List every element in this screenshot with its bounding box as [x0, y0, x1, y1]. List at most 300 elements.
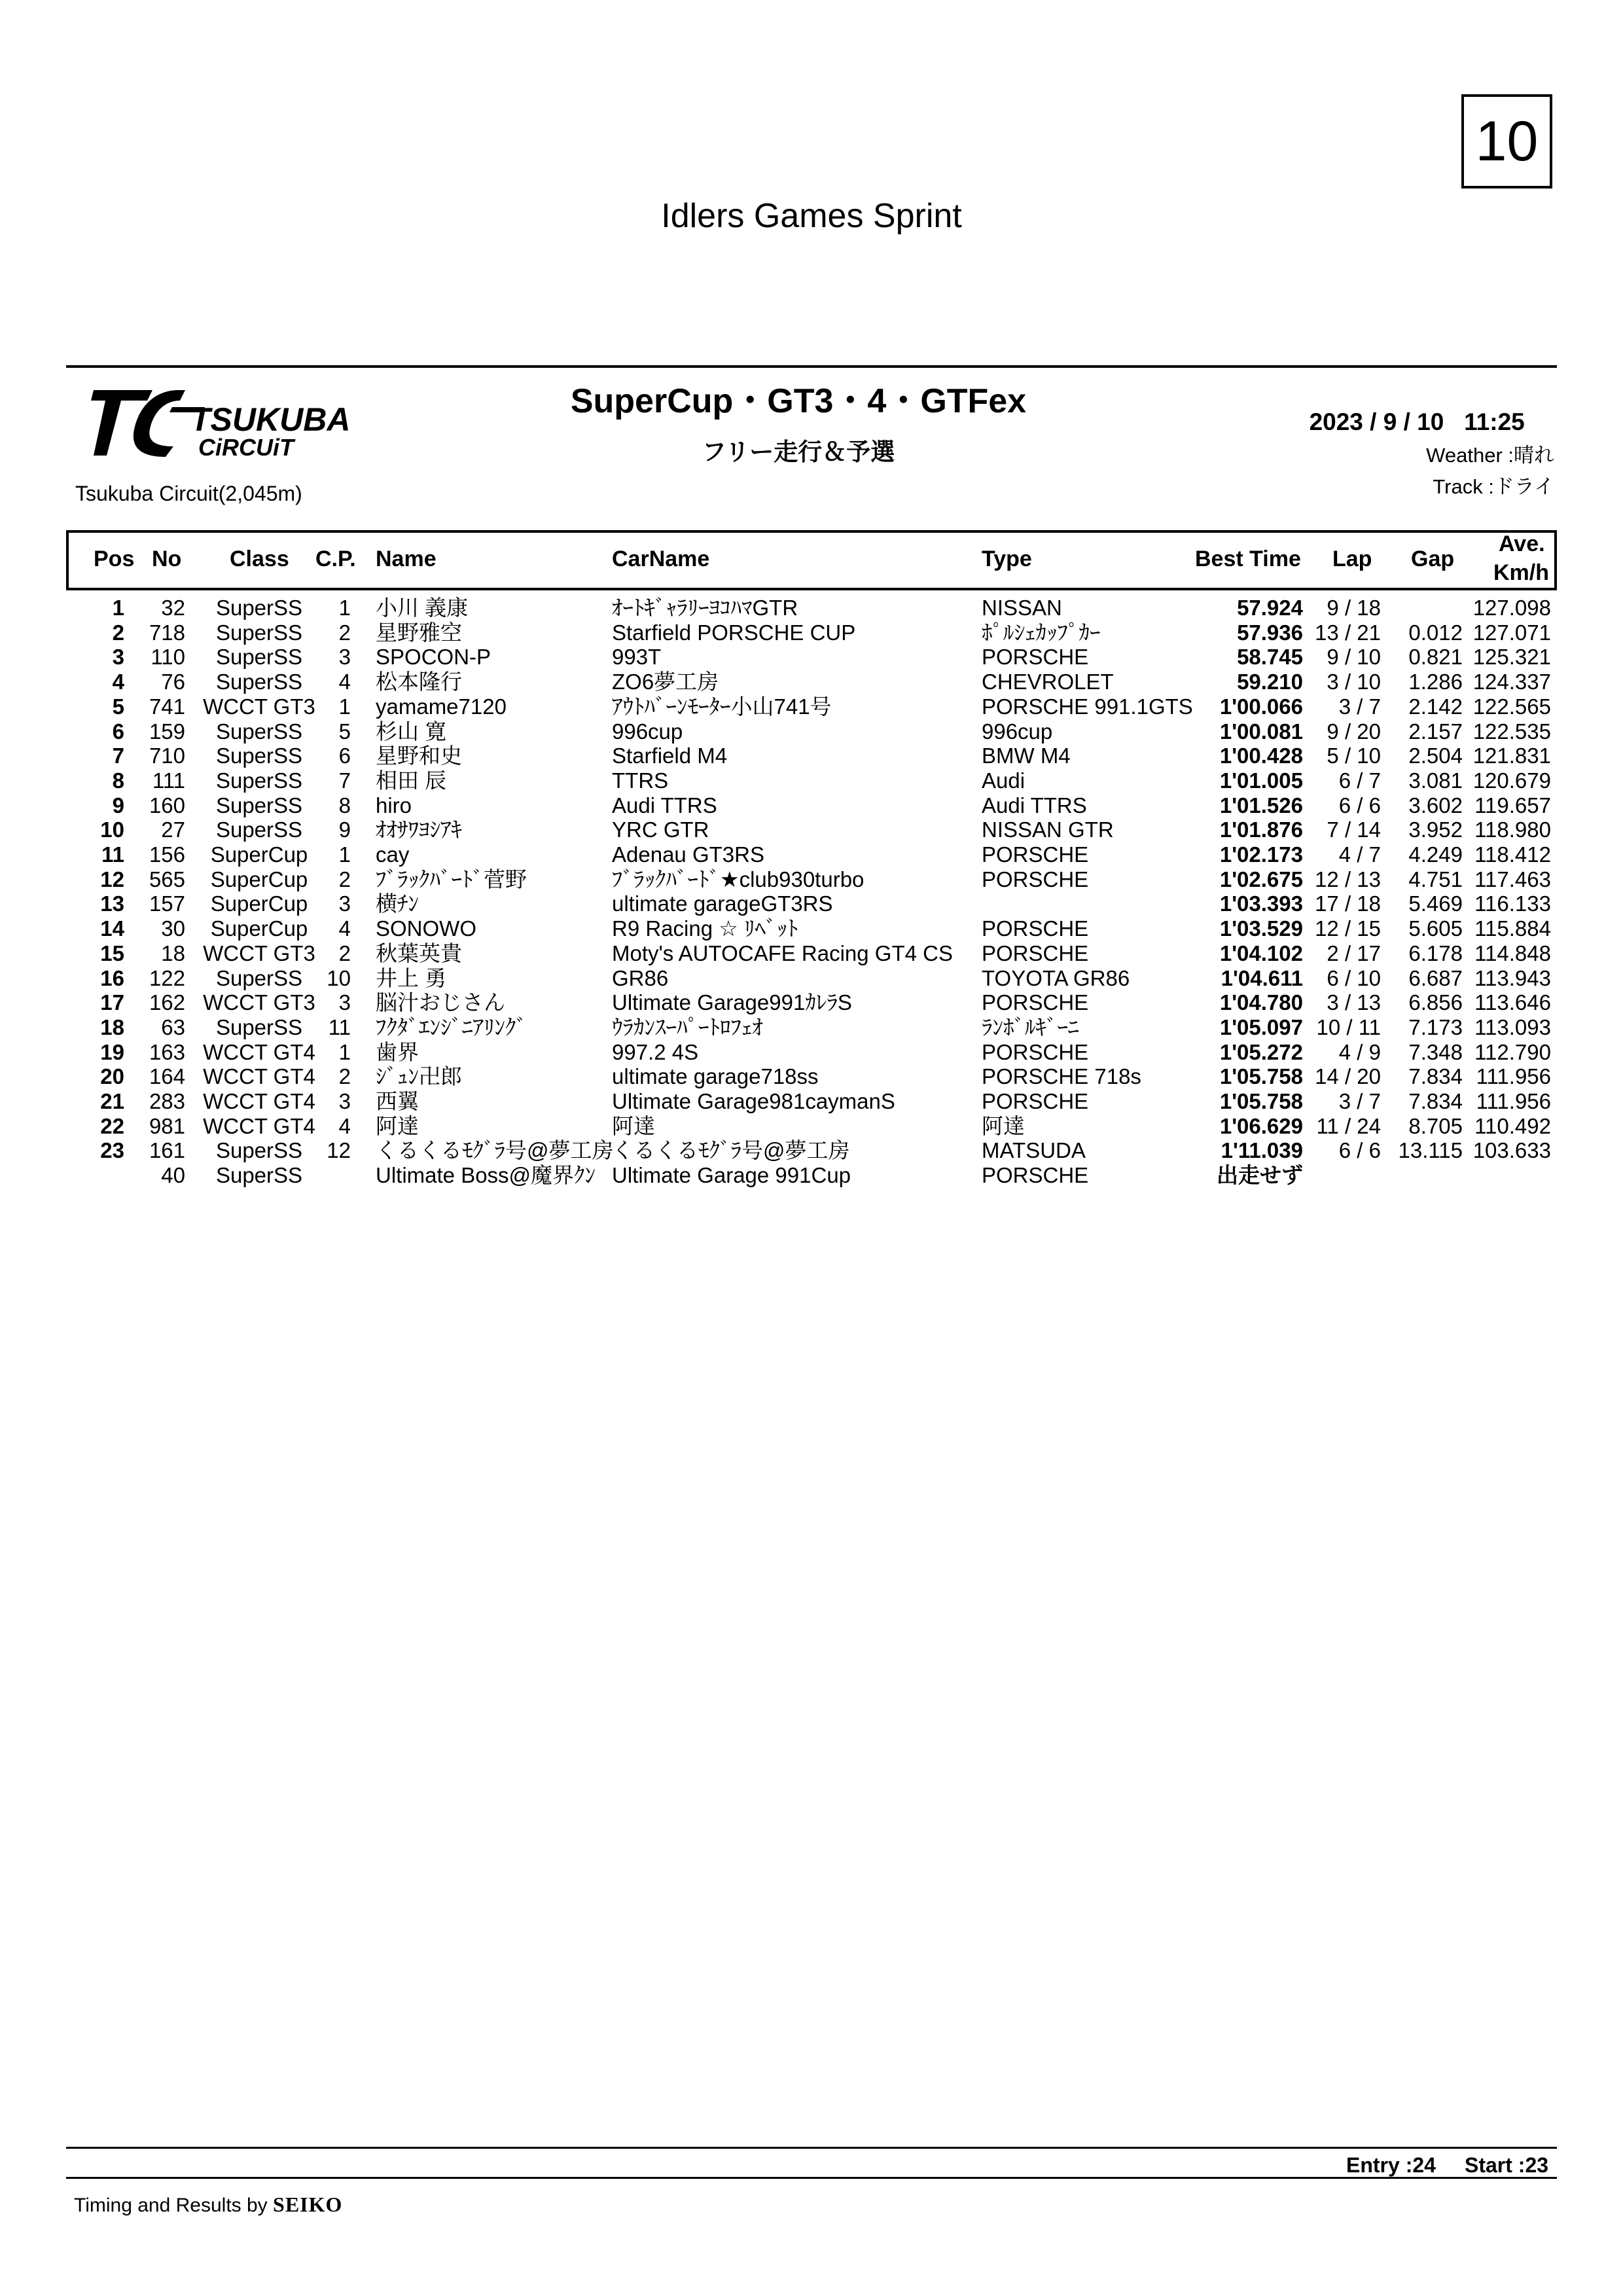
cell-cp: 2 [338, 867, 351, 891]
cell-best-time: 1'03.529 [1219, 916, 1303, 941]
table-row [0, 842, 1623, 867]
cell-lap: 17 / 18 [1315, 891, 1381, 916]
cell-cp: 11 [328, 1014, 351, 1039]
cell-type: PORSCHE [982, 1089, 1089, 1113]
cell-no: 283 [149, 1089, 185, 1113]
cell-cp: 3 [338, 645, 351, 670]
cell-car-name: Moty's AUTOCAFE Racing GT4 CS [612, 941, 953, 965]
cell-car-name: ｱｳﾄﾊﾞｰﾝﾓｰﾀｰ小山741号 [612, 694, 832, 719]
cell-car-name: 996cup [612, 719, 683, 744]
cell-car-name: ZO6夢工房 [612, 670, 719, 694]
cell-gap: 7.173 [1408, 1014, 1463, 1039]
table-row [0, 891, 1623, 916]
cell-gap: 8.705 [1408, 1113, 1463, 1138]
cell-best-time: 1'02.173 [1219, 842, 1303, 867]
entry-count: Entry :24 [1346, 2153, 1436, 2177]
cell-gap: 0.821 [1408, 645, 1463, 670]
cell-pos: 2 [112, 620, 124, 645]
cell-no: 159 [149, 719, 185, 744]
cell-cp: 2 [338, 620, 351, 645]
cell-cp: 9 [338, 817, 351, 842]
cell-ave-speed: 127.098 [1472, 596, 1551, 620]
cell-cp: 8 [338, 793, 351, 817]
cell-no: 30 [161, 916, 185, 941]
header-kmh: Km/h [1493, 560, 1549, 585]
cell-class: SuperSS [215, 768, 303, 793]
track-condition: Track :ドライ [1433, 475, 1554, 498]
table-row [0, 670, 1623, 694]
cell-class: SuperSS [215, 793, 303, 817]
cell-type: CHEVROLET [982, 670, 1114, 694]
footer-rule-bottom [66, 2177, 1557, 2179]
cell-gap: 4.751 [1408, 867, 1463, 891]
cell-class: SuperSS [215, 719, 303, 744]
header-best-time: Best Time [1195, 547, 1301, 571]
cell-class: SuperSS [215, 1163, 303, 1188]
cell-no: 164 [149, 1064, 185, 1089]
table-row [0, 1089, 1623, 1113]
cell-type: PORSCHE [982, 990, 1089, 1015]
cell-lap: 9 / 10 [1327, 645, 1381, 670]
cell-type: ﾎﾟﾙｼｪｶｯﾌﾟｶｰ [982, 620, 1101, 645]
cell-no: 40 [161, 1163, 185, 1188]
logo-text-circuit: CiRCUiT [198, 434, 294, 461]
cell-pos: 18 [100, 1014, 124, 1039]
header-class: Class [230, 547, 289, 571]
cell-ave-speed: 122.565 [1472, 694, 1551, 719]
cell-lap: 12 / 15 [1315, 916, 1381, 941]
cell-best-time: 1'00.081 [1219, 719, 1303, 744]
cell-class: SuperCup [210, 891, 308, 916]
cell-cp: 4 [338, 916, 351, 941]
cell-pos: 11 [101, 842, 124, 867]
cell-pos: 19 [100, 1039, 124, 1064]
table-row [0, 596, 1623, 620]
cell-gap: 13.115 [1398, 1138, 1463, 1163]
cell-cp: 3 [338, 990, 351, 1015]
cell-driver-name: くるくるﾓｸﾞﾗ号@夢工房 [376, 1138, 614, 1163]
cell-best-time: 1'05.097 [1219, 1014, 1303, 1039]
cell-type: MATSUDA [982, 1138, 1086, 1163]
cell-no: 18 [161, 941, 185, 965]
cell-pos: 16 [100, 965, 124, 990]
cell-pos: 17 [100, 990, 124, 1015]
cell-car-name: くるくるﾓｸﾞﾗ号@夢工房 [612, 1138, 850, 1163]
cell-car-name: Starfield M4 [612, 744, 728, 768]
cell-pos: 21 [100, 1089, 124, 1113]
header-carname: CarName [612, 547, 710, 571]
cell-lap: 9 / 20 [1327, 719, 1381, 744]
cell-gap: 2.504 [1408, 744, 1463, 768]
cell-no: 27 [161, 817, 185, 842]
cell-class: SuperCup [210, 867, 308, 891]
cell-car-name: Ultimate Garage991ｶﾚﾗS [612, 990, 852, 1015]
cell-lap: 9 / 18 [1327, 596, 1381, 620]
cell-ave-speed: 112.790 [1474, 1039, 1551, 1064]
cell-class: WCCT GT4 [203, 1064, 315, 1089]
cell-driver-name: SONOWO [376, 916, 476, 941]
cell-lap: 11 / 24 [1316, 1113, 1381, 1138]
cell-gap: 6.178 [1408, 941, 1463, 965]
cell-gap: 0.012 [1408, 620, 1463, 645]
cell-gap: 3.081 [1408, 768, 1463, 793]
circuit-name: Tsukuba Circuit(2,045m) [75, 482, 302, 505]
cell-gap: 7.834 [1408, 1089, 1463, 1113]
cell-lap: 6 / 6 [1338, 1138, 1381, 1163]
seiko-logo: SEIKO [273, 2193, 343, 2216]
cell-no: 111 [152, 768, 185, 793]
header-pos: Pos [94, 547, 135, 571]
cell-pos: 10 [100, 817, 124, 842]
cell-driver-name: ﾌｸﾀﾞｴﾝｼﾞﾆｱﾘﾝｸﾞ [376, 1014, 527, 1039]
start-count: Start :23 [1465, 2153, 1549, 2177]
cell-best-time: 1'05.758 [1219, 1089, 1303, 1113]
cell-gap: 5.605 [1408, 916, 1463, 941]
cell-ave-speed: 113.093 [1474, 1014, 1551, 1039]
cell-gap: 3.952 [1408, 817, 1463, 842]
cell-driver-name: 歯界 [376, 1039, 419, 1064]
cell-class: SuperSS [215, 817, 303, 842]
cell-pos: 15 [100, 941, 124, 965]
cell-best-time: 1'01.526 [1219, 793, 1303, 817]
cell-type: PORSCHE 718s [982, 1064, 1141, 1089]
cell-ave-speed: 115.884 [1474, 916, 1551, 941]
cell-type: PORSCHE [982, 1163, 1089, 1188]
cell-no: 76 [161, 670, 185, 694]
cell-ave-speed: 111.956 [1476, 1089, 1551, 1113]
cell-best-time: 1'04.611 [1221, 965, 1303, 990]
event-title: Idlers Games Sprint [661, 197, 962, 235]
cell-class: WCCT GT4 [203, 1089, 315, 1113]
table-row [0, 1064, 1623, 1088]
cell-type: PORSCHE [982, 842, 1089, 867]
cell-pos: 7 [112, 744, 124, 768]
cell-car-name: ﾌﾞﾗｯｸﾊﾞｰﾄﾞ★club930turbo [612, 867, 865, 891]
cell-lap: 6 / 7 [1338, 768, 1381, 793]
table-row [0, 966, 1623, 990]
cell-driver-name: ｼﾞｭﾝ卍郎 [376, 1064, 462, 1089]
cell-driver-name: 脳汁おじさん [376, 990, 505, 1015]
cell-best-time: 1'05.758 [1219, 1064, 1303, 1089]
cell-car-name: Audi TTRS [612, 793, 717, 817]
cell-best-time: 1'01.005 [1219, 768, 1303, 793]
cell-lap: 7 / 14 [1327, 817, 1381, 842]
cell-no: 163 [149, 1039, 185, 1064]
cell-type: 阿達 [982, 1113, 1025, 1138]
cell-no: 122 [149, 965, 185, 990]
cell-car-name: ultimate garageGT3RS [612, 891, 833, 916]
header-type: Type [982, 547, 1032, 571]
cell-lap: 3 / 10 [1327, 670, 1381, 694]
session-subtitle: フリー走行＆予選 [702, 439, 895, 465]
table-row [0, 744, 1623, 768]
cell-driver-name: hiro [376, 793, 412, 817]
cell-car-name: R9 Racing ☆ ﾘﾍﾞｯﾄ [612, 916, 798, 941]
cell-ave-speed: 110.492 [1474, 1113, 1551, 1138]
cell-class: SuperSS [215, 645, 303, 670]
cell-cp: 5 [338, 719, 351, 744]
cell-gap: 5.469 [1408, 891, 1463, 916]
header-top-rule [66, 365, 1557, 368]
cell-class: WCCT GT4 [203, 1039, 315, 1064]
cell-pos: 12 [100, 867, 124, 891]
table-row [0, 793, 1623, 817]
cell-ave-speed: 122.535 [1472, 719, 1551, 744]
cell-cp: 4 [338, 1113, 351, 1138]
cell-ave-speed: 125.321 [1472, 645, 1551, 670]
cell-car-name: 997.2 4S [612, 1039, 699, 1064]
cell-driver-name: ｵｵｻﾜﾖｼｱｷ [376, 817, 462, 842]
cell-pos: 9 [112, 793, 124, 817]
cell-ave-speed: 127.071 [1472, 620, 1551, 645]
cell-lap: 10 / 11 [1316, 1014, 1381, 1039]
cell-no: 110 [151, 645, 185, 670]
cell-no: 718 [149, 620, 185, 645]
cell-pos: 8 [112, 768, 124, 793]
cell-type: PORSCHE [982, 867, 1089, 891]
cell-driver-name: 阿達 [376, 1113, 419, 1138]
cell-type: ﾗﾝﾎﾞﾙｷﾞｰﾆ [982, 1014, 1079, 1039]
cell-driver-name: 西翼 [376, 1089, 419, 1113]
cell-pos: 14 [100, 916, 124, 941]
cell-cp: 1 [338, 842, 351, 867]
cell-driver-name: SPOCON-P [376, 645, 491, 670]
table-row [0, 719, 1623, 744]
cell-driver-name: 杉山 寛 [376, 719, 447, 744]
cell-type: TOYOTA GR86 [982, 965, 1130, 990]
cell-pos: 22 [100, 1113, 124, 1138]
cell-cp: 4 [338, 670, 351, 694]
table-row [0, 1015, 1623, 1039]
cell-no: 565 [149, 867, 185, 891]
cell-lap: 5 / 10 [1327, 744, 1381, 768]
cell-class: SuperSS [215, 965, 303, 990]
cell-cp: 3 [338, 1089, 351, 1113]
cell-lap: 4 / 7 [1338, 842, 1381, 867]
timing-credit [74, 2193, 342, 2217]
cell-class: SuperSS [215, 1138, 303, 1163]
cell-lap: 3 / 13 [1327, 990, 1381, 1015]
cell-ave-speed: 113.943 [1474, 965, 1551, 990]
cell-type: PORSCHE 991.1GTS [982, 694, 1193, 719]
cell-ave-speed: 103.633 [1472, 1138, 1551, 1163]
session-time: 11:25 [1464, 408, 1525, 435]
cell-best-time: 1'11.039 [1221, 1138, 1303, 1163]
cell-driver-name: 相田 辰 [376, 768, 447, 793]
cell-ave-speed: 116.133 [1474, 891, 1551, 916]
cell-driver-name: yamame7120 [376, 694, 507, 719]
cell-type: NISSAN [982, 596, 1062, 620]
cell-type: NISSAN GTR [982, 817, 1114, 842]
table-row [0, 916, 1623, 941]
cell-pos: 13 [100, 891, 124, 916]
header-lap: Lap [1332, 547, 1372, 571]
table-row [0, 1040, 1623, 1064]
cell-pos: 1 [112, 596, 124, 620]
cell-no: 710 [149, 744, 185, 768]
cell-cp: 2 [338, 1064, 351, 1089]
cell-no: 981 [149, 1113, 185, 1138]
page-number: 10 [1461, 94, 1552, 188]
cell-best-time: 1'06.629 [1219, 1113, 1303, 1138]
cell-best-time: 1'02.675 [1219, 867, 1303, 891]
cell-gap: 4.249 [1408, 842, 1463, 867]
cell-best-time: 1'00.428 [1219, 744, 1303, 768]
cell-class: SuperCup [210, 842, 308, 867]
cell-car-name: Ultimate Garage 991Cup [612, 1163, 851, 1188]
header-no: No [152, 547, 182, 571]
cell-gap: 1.286 [1408, 670, 1463, 694]
cell-cp: 3 [338, 891, 351, 916]
cell-driver-name: 横ﾁﾝ [376, 891, 419, 916]
cell-gap: 7.348 [1408, 1039, 1463, 1064]
cell-no: 156 [149, 842, 185, 867]
cell-gap: 7.834 [1408, 1064, 1463, 1089]
table-row [0, 817, 1623, 842]
logo-text-tsukuba: TSUKUBA [190, 401, 351, 438]
cell-no: 161 [149, 1138, 185, 1163]
cell-best-time: 1'03.393 [1219, 891, 1303, 916]
cell-pos: 5 [112, 694, 124, 719]
cell-car-name: 阿達 [612, 1113, 655, 1138]
cell-ave-speed: 117.463 [1474, 867, 1551, 891]
cell-driver-name: cay [376, 842, 410, 867]
cell-car-name: YRC GTR [612, 817, 709, 842]
cell-class: WCCT GT3 [203, 694, 315, 719]
cell-class: SuperSS [215, 1014, 303, 1039]
cell-ave-speed: 113.646 [1474, 990, 1551, 1015]
cell-type: PORSCHE [982, 941, 1089, 965]
cell-lap: 13 / 21 [1315, 620, 1381, 645]
cell-no: 157 [149, 891, 185, 916]
table-row [0, 620, 1623, 645]
cell-class: SuperSS [215, 744, 303, 768]
cell-car-name: ultimate garage718ss [612, 1064, 819, 1089]
cell-pos: 6 [112, 719, 124, 744]
weather: Weather :晴れ [1426, 444, 1554, 467]
cell-gap: 2.157 [1408, 719, 1463, 744]
timing-credit-label: Timing and Results by [74, 2195, 268, 2216]
cell-gap: 6.856 [1408, 990, 1463, 1015]
cell-lap: 3 / 7 [1338, 694, 1381, 719]
cell-type: PORSCHE [982, 916, 1089, 941]
cell-driver-name: 星野和史 [376, 744, 462, 768]
cell-cp: 12 [327, 1138, 351, 1163]
cell-driver-name: 秋葉英貴 [376, 941, 462, 965]
cell-cp: 2 [338, 941, 351, 965]
cell-ave-speed: 114.848 [1474, 941, 1551, 965]
cell-driver-name: 小川 義康 [376, 596, 469, 620]
cell-cp: 10 [327, 965, 351, 990]
session-title: SuperCup・GT3・4・GTFex [570, 382, 1027, 420]
cell-gap: 2.142 [1408, 694, 1463, 719]
header-name: Name [376, 547, 437, 571]
cell-lap: 14 / 20 [1315, 1064, 1381, 1089]
cell-no: 741 [149, 694, 185, 719]
cell-car-name: Ultimate Garage981caymanS [612, 1089, 895, 1113]
cell-cp: 7 [338, 768, 351, 793]
cell-type: PORSCHE [982, 645, 1089, 670]
table-row [0, 990, 1623, 1014]
cell-type: Audi TTRS [982, 793, 1087, 817]
cell-no: 162 [149, 990, 185, 1015]
cell-pos: 4 [112, 670, 124, 694]
table-row [0, 768, 1623, 793]
cell-best-time: 1'04.102 [1219, 941, 1303, 965]
cell-class: SuperCup [210, 916, 308, 941]
header-ave: Ave. [1499, 531, 1545, 556]
cell-best-time: 1'05.272 [1219, 1039, 1303, 1064]
cell-class: WCCT GT3 [203, 941, 315, 965]
table-row [0, 694, 1623, 719]
cell-ave-speed: 121.831 [1472, 744, 1551, 768]
table-row [0, 867, 1623, 891]
cell-gap: 3.602 [1408, 793, 1463, 817]
cell-best-time: 出走せず [1217, 1163, 1303, 1188]
cell-lap: 2 / 17 [1327, 941, 1381, 965]
cell-no: 160 [149, 793, 185, 817]
cell-lap: 12 / 13 [1315, 867, 1381, 891]
cell-type: PORSCHE [982, 1039, 1089, 1064]
table-row [0, 1163, 1623, 1187]
table-row [0, 645, 1623, 669]
cell-car-name: Adenau GT3RS [612, 842, 764, 867]
cell-no: 32 [161, 596, 185, 620]
cell-class: WCCT GT3 [203, 990, 315, 1015]
cell-lap: 6 / 6 [1338, 793, 1381, 817]
cell-car-name: GR86 [612, 965, 669, 990]
cell-cp: 1 [338, 596, 351, 620]
cell-driver-name: 松本隆行 [376, 670, 462, 694]
cell-ave-speed: 124.337 [1472, 670, 1551, 694]
cell-lap: 4 / 9 [1338, 1039, 1381, 1064]
cell-best-time: 1'04.780 [1219, 990, 1303, 1015]
cell-ave-speed: 111.956 [1476, 1064, 1551, 1089]
table-row [0, 941, 1623, 965]
cell-pos: 20 [100, 1064, 124, 1089]
header-cp: C.P. [315, 547, 356, 571]
cell-best-time: 59.210 [1237, 670, 1303, 694]
cell-cp: 6 [338, 744, 351, 768]
table-row [0, 1138, 1623, 1162]
cell-lap: 6 / 10 [1327, 965, 1381, 990]
cell-type: BMW M4 [982, 744, 1071, 768]
cell-pos: 3 [112, 645, 124, 670]
cell-best-time: 57.924 [1237, 596, 1303, 620]
cell-class: SuperSS [215, 620, 303, 645]
table-row [0, 1114, 1623, 1138]
cell-ave-speed: 118.980 [1474, 817, 1551, 842]
cell-pos: 23 [100, 1138, 124, 1163]
cell-best-time: 57.936 [1237, 620, 1303, 645]
cell-driver-name: ﾌﾞﾗｯｸﾊﾞｰﾄﾞ菅野 [376, 867, 527, 891]
cell-lap: 3 / 7 [1338, 1089, 1381, 1113]
cell-ave-speed: 118.412 [1474, 842, 1551, 867]
cell-car-name: 993T [612, 645, 662, 670]
cell-car-name: ｵｰﾄｷﾞｬﾗﾘｰﾖｺﾊﾏGTR [612, 596, 798, 620]
cell-ave-speed: 119.657 [1474, 793, 1551, 817]
cell-driver-name: Ultimate Boss@魔界ｸﾝ [376, 1163, 596, 1188]
cell-car-name: Starfield PORSCHE CUP [612, 620, 856, 645]
cell-best-time: 1'00.066 [1219, 694, 1303, 719]
footer-rule-top [66, 2147, 1557, 2149]
cell-class: WCCT GT4 [203, 1113, 315, 1138]
session-date: 2023 / 9 / 10 [1309, 408, 1444, 435]
cell-car-name: TTRS [612, 768, 669, 793]
cell-driver-name: 星野雅空 [376, 620, 462, 645]
cell-ave-speed: 120.679 [1472, 768, 1551, 793]
cell-class: SuperSS [215, 596, 303, 620]
